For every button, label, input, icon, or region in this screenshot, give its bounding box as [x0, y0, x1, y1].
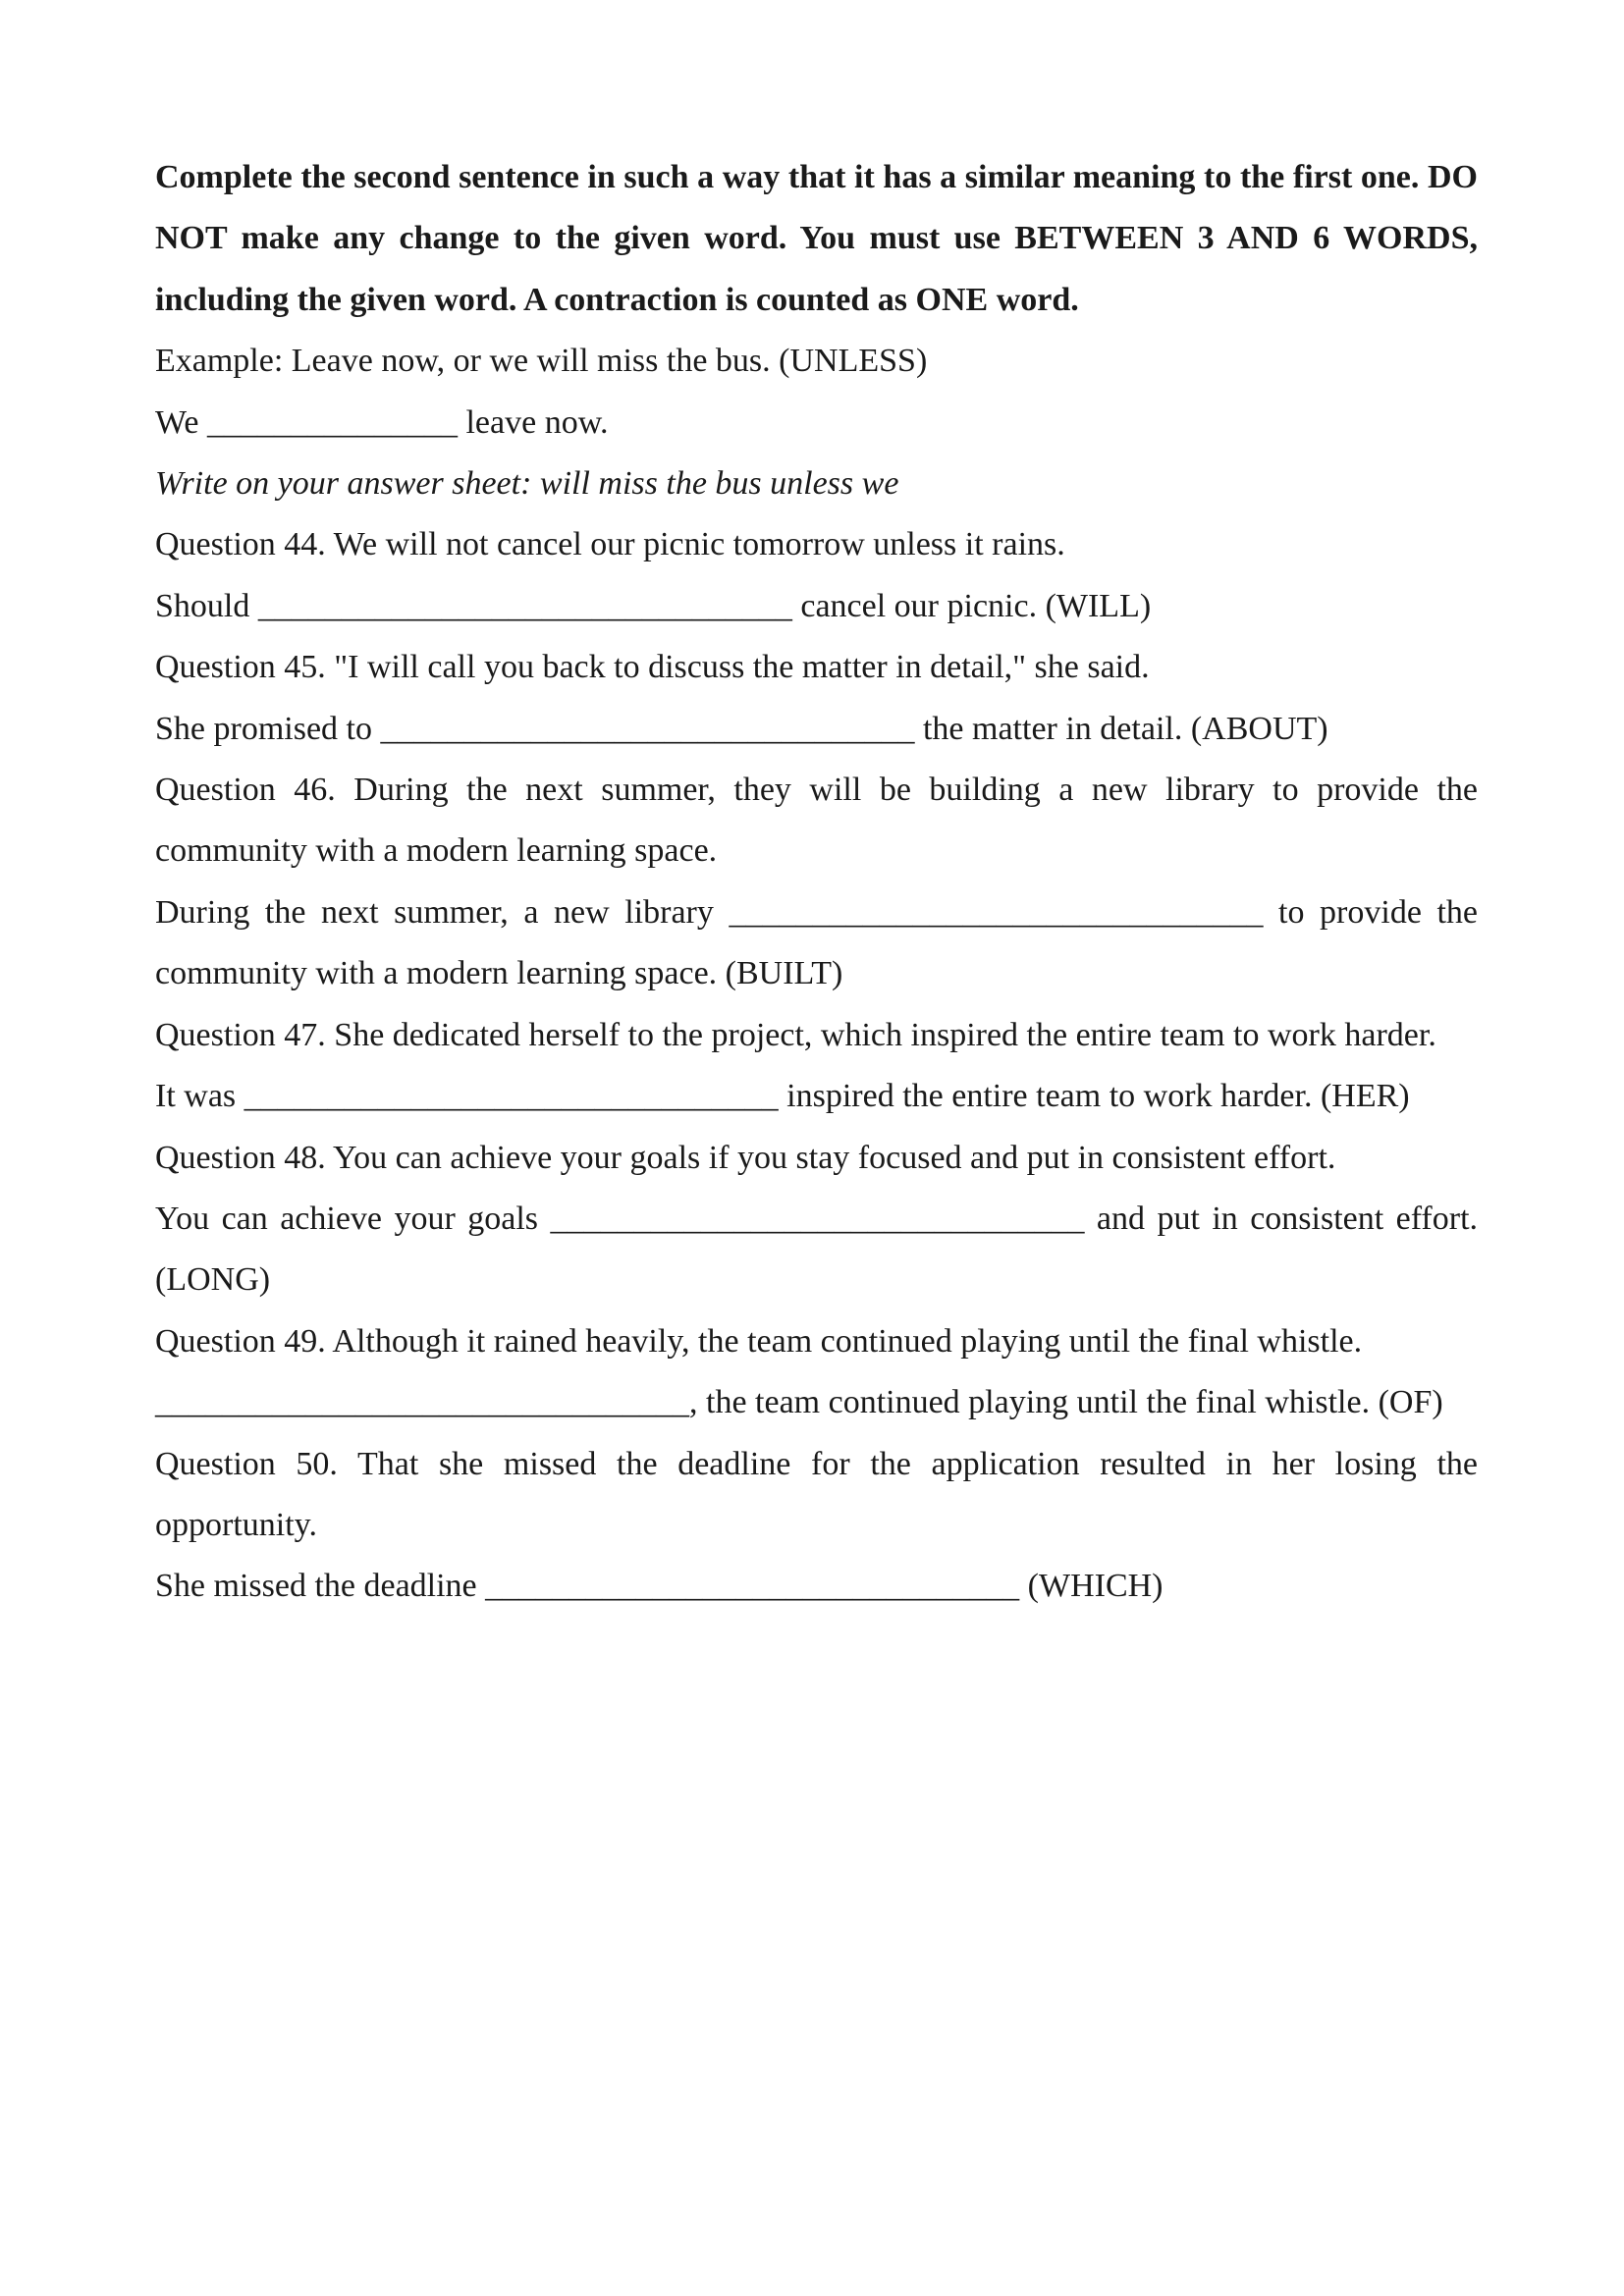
- rewrite-start: It was: [155, 1078, 237, 1115]
- question-label: Question 47.: [155, 1016, 326, 1053]
- rewrite-end: (WHICH): [1027, 1568, 1164, 1605]
- question-48-rewrite: [155, 1189, 1478, 1311]
- rewrite-start: We: [155, 403, 199, 441]
- rewrite-start: Should: [155, 587, 250, 624]
- example-rewrite: [155, 393, 1478, 454]
- question-sentence: During the next summer, they will be building a new library to provide the community with a modern learning space.: [155, 772, 1479, 870]
- question-45-rewrite: [155, 699, 1478, 760]
- question-sentence: "I will call you back to discuss the matter in detail," she said.: [334, 649, 1150, 686]
- question-50-prompt: [155, 1434, 1478, 1557]
- answer-blank: ________________________________: [485, 1568, 1020, 1605]
- question-sentence: That she missed the deadline for the application resulted in her losing the opportunity.: [155, 1445, 1478, 1543]
- question-sentence: We will not cancel our picnic tomorrow unless it rains.: [333, 526, 1065, 563]
- question-label: Question 50.: [155, 1445, 338, 1482]
- question-44-prompt: [155, 514, 1478, 575]
- rewrite-end: to provide the community with a modern learning space. (BUILT): [155, 893, 1479, 992]
- example-prompt: Example: Leave now, or we will miss the bus. (UNLESS): [155, 343, 928, 380]
- rewrite-end: , the team continued playing until the final whistle. (OF): [689, 1384, 1443, 1421]
- question-47-prompt: [155, 1005, 1478, 1066]
- answer-blank: ________________________________: [380, 710, 915, 747]
- question-48-prompt: [155, 1128, 1478, 1189]
- example-answer-note: Write on your answer sheet: will miss the bus unless we: [155, 465, 899, 503]
- question-47-rewrite: [155, 1066, 1478, 1127]
- question-45-prompt: [155, 637, 1478, 698]
- rewrite-start: She promised to: [155, 710, 372, 747]
- question-46-prompt: [155, 760, 1478, 882]
- rewrite-end: cancel our picnic. (WILL): [800, 587, 1152, 624]
- question-49-prompt: [155, 1311, 1478, 1372]
- question-sentence: She dedicated herself to the project, which inspired the entire team to work harder.: [334, 1016, 1436, 1053]
- answer-blank: ________________________________: [550, 1200, 1085, 1237]
- question-label: Question 45.: [155, 649, 326, 686]
- answer-blank: _______________: [206, 403, 458, 441]
- worksheet-page: [155, 147, 1478, 1618]
- question-46-rewrite: [155, 882, 1478, 1005]
- rewrite-end: leave now.: [465, 403, 609, 441]
- rewrite-start: During the next summer, a new library: [155, 893, 714, 931]
- answer-blank: ________________________________: [155, 1384, 689, 1421]
- answer-blank: ________________________________: [257, 587, 792, 624]
- question-label: Question 46.: [155, 772, 336, 809]
- rewrite-start: You can achieve your goals: [155, 1200, 538, 1237]
- answer-blank: ________________________________: [729, 893, 1264, 931]
- question-44-rewrite: [155, 576, 1478, 637]
- rewrite-end: and put in consistent effort. (LONG): [155, 1200, 1479, 1299]
- question-label: Question 48.: [155, 1139, 326, 1176]
- question-50-rewrite: [155, 1556, 1478, 1617]
- question-sentence: You can achieve your goals if you stay focused and put in consistent effort.: [333, 1139, 1336, 1176]
- question-sentence: Although it rained heavily, the team continued playing until the final whistle.: [332, 1322, 1363, 1360]
- instructions-text: Complete the second sentence in such a way that it has a similar meaning to the first one. DO NOT make any change to the given word. You must use BETWEEN 3 AND 6 WORDS, including the given word. A contraction is counted as ONE word.: [155, 159, 1478, 318]
- rewrite-end: inspired the entire team to work harder. (HER): [786, 1078, 1410, 1115]
- question-label: Question 44.: [155, 526, 326, 563]
- rewrite-start: She missed the deadline: [155, 1568, 477, 1605]
- answer-blank: ________________________________: [244, 1078, 779, 1115]
- question-label: Question 49.: [155, 1322, 326, 1360]
- rewrite-end: the matter in detail. (ABOUT): [922, 710, 1328, 747]
- question-49-rewrite: [155, 1372, 1478, 1433]
